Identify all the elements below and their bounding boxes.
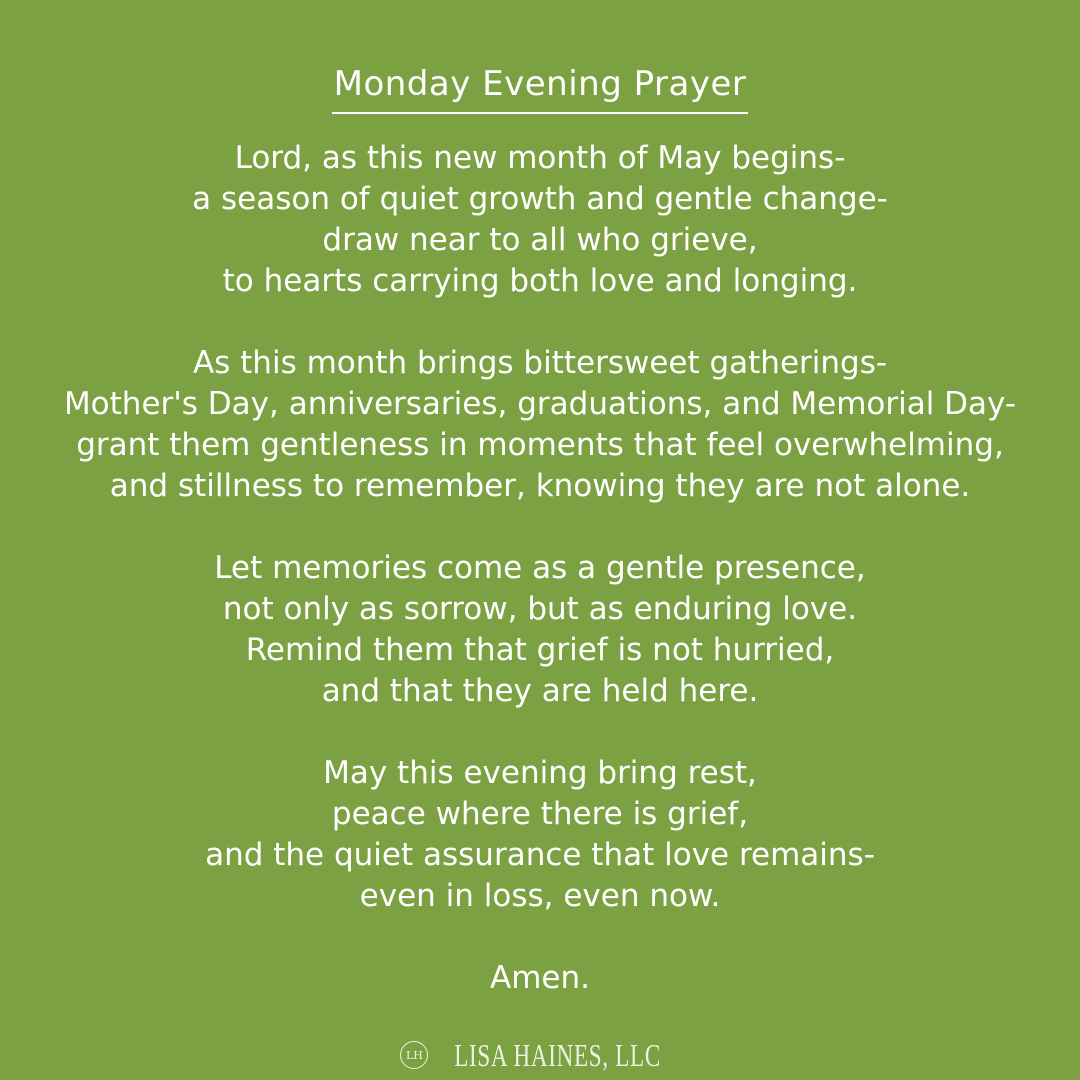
prayer-line: and stillness to remember, knowing they are not alone. bbox=[109, 468, 971, 504]
prayer-line: and that they are held here. bbox=[321, 673, 759, 709]
stanza-gap bbox=[0, 712, 1080, 753]
prayer-line: Lord, as this new month of May begins- bbox=[234, 140, 846, 176]
prayer-line: not only as sorrow, but as enduring love. bbox=[222, 591, 858, 627]
prayer-line: and the quiet assurance that love remains- bbox=[205, 837, 875, 873]
prayer-title-block bbox=[0, 60, 1080, 114]
prayer-line: to hearts carrying both love and longing. bbox=[222, 263, 858, 299]
prayer-line: draw near to all who grieve, bbox=[322, 222, 758, 258]
prayer-line: Remind them that grief is not hurried, bbox=[245, 632, 835, 668]
prayer-line: grant them gentleness in moments that feel overwhelming, bbox=[76, 427, 1004, 463]
prayer-title: Monday Evening Prayer bbox=[332, 60, 749, 114]
monogram-logo-icon: LH bbox=[400, 1041, 428, 1069]
brand-signature bbox=[0, 1034, 1080, 1076]
prayer-line: Let memories come as a gentle presence, bbox=[214, 550, 866, 586]
prayer-body bbox=[0, 138, 1080, 999]
prayer-line: Mother's Day, anniversaries, graduations, and Memorial Day- bbox=[63, 386, 1017, 422]
stanza-gap bbox=[0, 507, 1080, 548]
prayer-line: peace where there is grief, bbox=[331, 796, 749, 832]
brand-name: LISA HAINES, LLC bbox=[454, 1036, 662, 1073]
stanza-gap bbox=[0, 917, 1080, 958]
prayer-line: a season of quiet growth and gentle change- bbox=[192, 181, 888, 217]
prayer-amen: Amen. bbox=[490, 960, 590, 996]
prayer-line: As this month brings bittersweet gatherings- bbox=[192, 345, 888, 381]
prayer-line: May this evening bring rest, bbox=[323, 755, 757, 791]
prayer-line: even in loss, even now. bbox=[359, 878, 721, 914]
stanza-gap bbox=[0, 302, 1080, 343]
